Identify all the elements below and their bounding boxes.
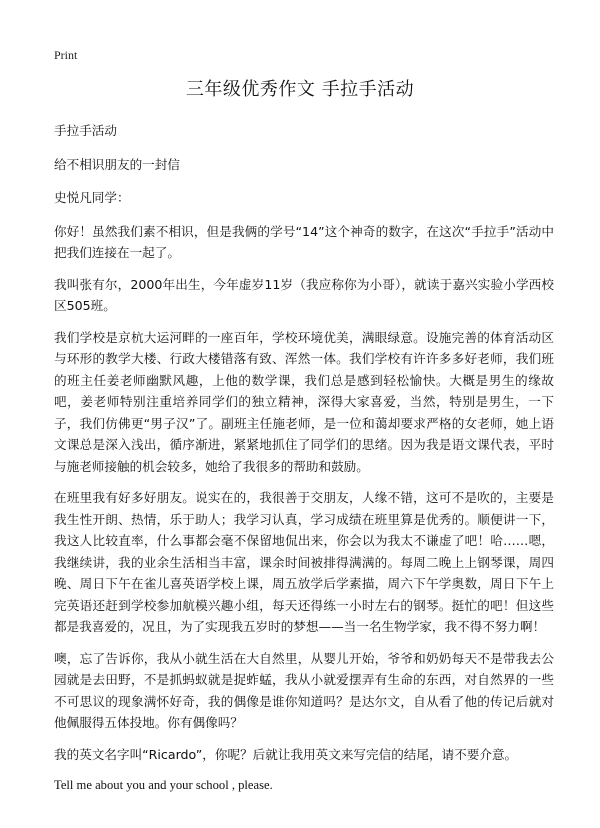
article-body [54, 120, 554, 807]
paragraph-greeting: 你好！虽然我们素不相识，但是我俩的学号“14”这个神奇的数字，在这次“手拉手”活动中把我们连接在一起了。 [54, 223, 554, 260]
paragraph-school: 我们学校是京杭大运河畔的一座百年，学校环境优美，满眼绿意。设施完善的体育活动区与环形的教学大楼、行政大楼错落有致、浑然一体。我们学校有许许多多好老师，我们班的班主任姜老师幽默风趣，上他的数学课，我们总是感到轻松愉快。大概是男生的缘故吧，姜老师特别注重培养同学们的独立精神，深得大家喜爱，当然，特别是男生，一下子，我们仿佛更“男子汉”了。副班主任施老师，是一位和蔼却要求严格的女老师，她上语文课总是深入浅出，循序渐进，紧紧地抓住了同学们的思绪。因为我是语文课代表，平时与施老师接触的机会较多，她给了我很多的帮助和鼓励。 [54, 329, 554, 474]
paragraph-english-closing: Tell me about you and your school , please. [54, 778, 273, 792]
print-link[interactable]: Print [54, 48, 78, 62]
article-subtitle: 手拉手活动 [54, 123, 117, 138]
paragraph-english-name: 我的英文名字叫“Ricardo”，你呢？后就让我用英文来写完信的结尾，请不要介意。 [54, 746, 518, 762]
paragraph-nature: 噢，忘了告诉你，我从小就生活在大自然里，从婴儿开始，爷爷和奶奶每天不是带我去公园就是去田野，不是抓蚂蚁就是捉蚱蜢，我从小就爱摆弄有生命的东西，对自然界的一些不可思议的现象满怀好奇，我的偶像是谁你知道吗？是达尔文，自从看了他的传记后就对他佩服得五体投地。你有偶像吗？ [54, 650, 554, 730]
letter-salutation: 史悦凡同学： [54, 190, 130, 205]
paragraph-friends: 在班里我有好多好朋友。说实在的，我很善于交朋友，人缘不错，这可不是吹的，主要是我生性开朗、热情，乐于助人；我学习认真，学习成绩在班里算是优秀的。顺便讲一下，我这人比较直率，什么事都会毫不保留地侃出来，你会以为我太不谦虚了吧！哈……嗯，我继续讲，我的业余生活相当丰富，课余时间被排得满满的。每周二晚上上钢琴课，周四晚、周日下午在雀儿喜英语学校上课，周五放学后学素描，周六下午学奥数，周日下午上完英语还赶到学校参加航模兴趣小组，每天还得练一小时左右的钢琴。挺忙的吧！但这些都是我喜爱的，况且，为了实现我五岁时的梦想——当一名生物学家，我不得不努力啊！ [54, 490, 554, 634]
paragraph-self-intro: 我叫张有尔，2000年出生，今年虚岁11岁（我应称你为小哥），就读于嘉兴实验小学西校区505班。 [54, 276, 554, 313]
article-title: 三年级优秀作文 手拉手活动 [185, 79, 415, 100]
letter-heading: 给不相识朋友的一封信 [54, 156, 180, 172]
